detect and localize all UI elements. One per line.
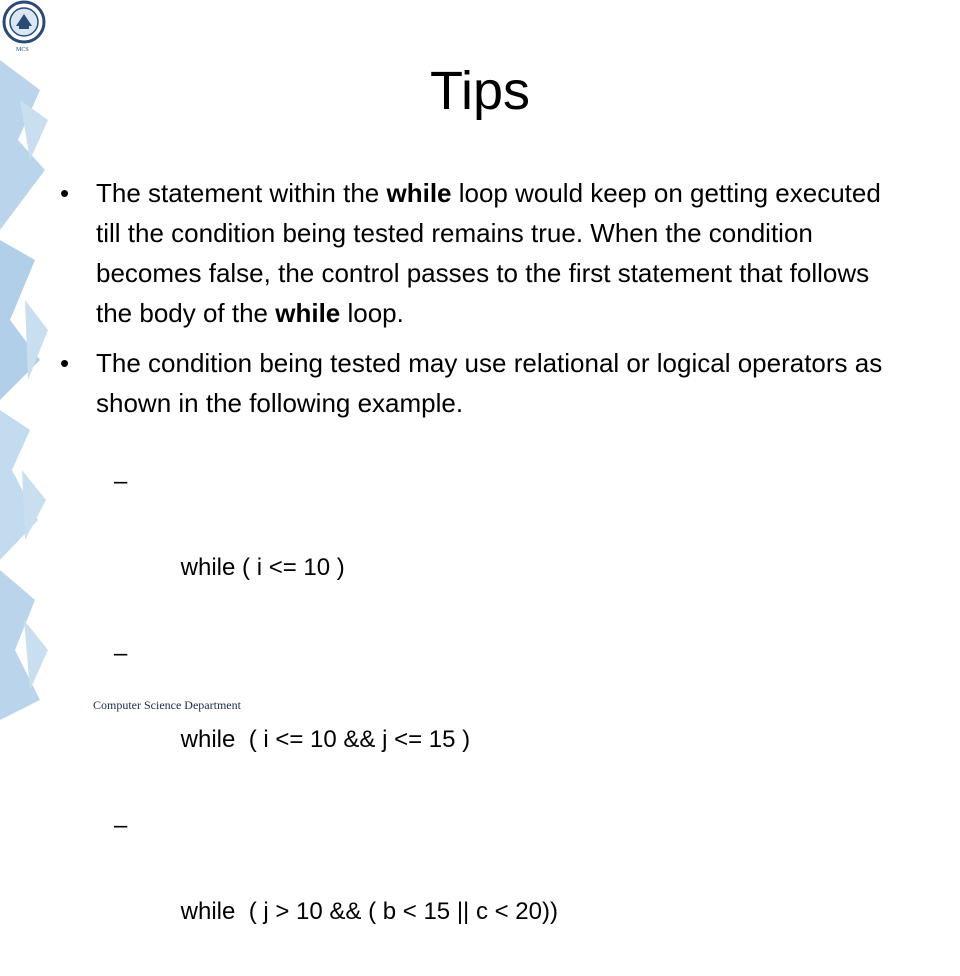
bullet-icon: • bbox=[60, 178, 70, 208]
example-item bbox=[114, 804, 558, 976]
bullet-text: The statement within the while loop would keep on getting executed till the condition being tested remains true. When the condition becomes false, the control passes to the first statement that follows the body of the while loop. bbox=[96, 178, 881, 328]
dash-icon: – bbox=[114, 468, 128, 495]
logo-caption: MCS bbox=[16, 47, 29, 53]
example-code: while ( i <= 10 && j <= 15 ) bbox=[180, 726, 471, 753]
bullet-item bbox=[60, 343, 900, 423]
slide-title: Tips bbox=[429, 61, 530, 121]
keyword-while: while bbox=[386, 178, 452, 208]
bullet-icon: • bbox=[60, 348, 70, 378]
bullet-list bbox=[60, 173, 900, 433]
example-item bbox=[114, 632, 558, 804]
dash-icon: – bbox=[114, 812, 128, 839]
university-seal-icon bbox=[0, 0, 48, 48]
example-item bbox=[114, 460, 558, 632]
bullet-text: The condition being tested may use relational or logical operators as shown in the following example. bbox=[96, 348, 883, 418]
dash-icon: – bbox=[114, 640, 128, 667]
example-code: while ( j > 10 && ( b < 15 || c < 20)) bbox=[180, 898, 558, 925]
keyword-while: while bbox=[275, 298, 341, 328]
example-code: while ( i <= 10 ) bbox=[180, 554, 345, 581]
example-list bbox=[114, 460, 558, 976]
bullet-item bbox=[60, 173, 900, 333]
footer-department: Computer Science Department bbox=[93, 698, 241, 712]
